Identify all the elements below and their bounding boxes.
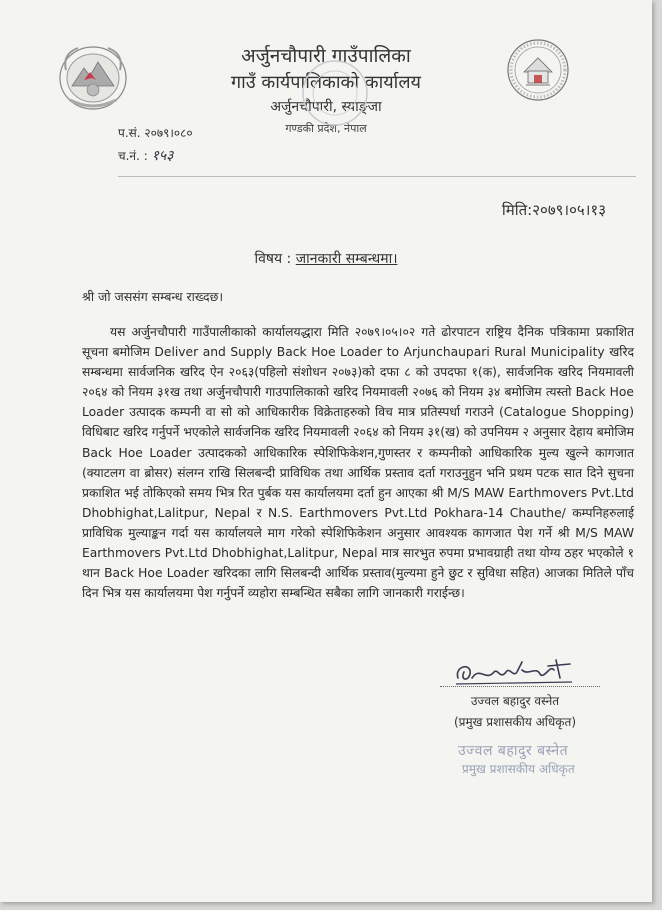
letter-subject [0,249,652,268]
signature-line [440,686,600,687]
signatory-title: (प्रमुख प्रशासकीय अधिकृत) [453,715,577,729]
handwritten-signature-icon [452,656,582,690]
signatory-name: उज्वल बहादुर वस्नेत [470,694,560,708]
office-location: अर्जुनचौपारी, स्याङ्जा [270,99,382,115]
stamp-title: प्रमुख प्रशासकीय अधिकृत [462,762,575,776]
office-name: गाउँ कार्यपालिकाको कार्यालय [231,72,421,93]
stamp-name: उज्वल बहादुर बस्नेत [458,743,569,759]
letter-date: मिति:२०७९।०५।१३ [501,201,606,219]
letter-body: यस अर्जुनचौपारी गाउँपालीकाको कार्यालयद्धारा मिति २०७९।०५।०२ गते ढोरपाटन राष्ट्रिय दैनिक पत्रिकामा प्रकाशित सूचना बमोजिम Deliver and Supply Back Hoe Loader to Arjunchaupari Rural Municipality खरिद सम्बन्धमा सार्वजनिक खरिद ऐन २०६३(पहिलो संशोधन २०७३)को दफा ८ को उपदफा १(क), सार्वजनिक खरिद नियमावली २०६४ को नियम ३१ख तथा अर्जुनचौपारी गाउपालिकाको खरिद नियमावली २०७६ को नियम ३४ बमोजिम त्यस्तो Back Hoe Loader उत्पादक कम्पनी वा सो को आधिकारीक विक्रेताहरुको विच मात्र प्रतिस्पर्धा गराउने (Catalogue Shopping) विधिबाट खरिद गर्नुपर्ने भएकोले सार्वजनिक खरिद नियमावली २०६४ को नियम ३१(ख) को उपनियम २ अनुसार देहाय बमोजिम Back Hoe Loader उत्पादकको आधिकारिक स्पेशिफिकेशन,गुणस्तर र कम्पनीको आधिकारिक मुल्य खुल्ने कागजात (क्याटलग वा ब्रोसर) संलग्न राखि सिलबन्दी प्राविधिक तथा आर्थिक प्रस्ताव दर्ता गराउनुहुन भनि प्रथम पटक सात दिने सुचना प्रकाशित भई तोकिएको समय भित्र रित पुर्बक यस कार्यालयमा दर्ता हुन आएका श्री M/S MAW Earthmovers Pvt.Ltd Dhobhighat,Lalitpur, Nepal र N.S. Earthmovers Pvt.Ltd Pokhara-14 Chauthe/ कम्पनिहरुलाई प्राविधिक मुल्याङ्कन गर्दा यस कार्यालयले माग गरेको स्पेशिफिकेशन अनुसार आवश्यक कागजात पेश गर्ने श्री M/S MAW Earthmovers Pvt.Ltd Dhobhighat,Lalitpur, Nepal मात्र सारभुत रुपमा प्रभावग्राही तथा योग्य ठहर भएकोले १ थान Back Hoe Loader खरिदका लागि सिलबन्दी आर्थिक प्रस्ताव(मुल्यमा हुने छुट र सुविधा सहित) आजका मितिले पाँच दिन भित्र यस कार्यालयमा पेश गर्नुपर्ने व्यहोरा सम्बन्धित सबैका लागि जानकारी गराईन्छ। [82,325,634,601]
office-seal-icon [300,58,370,128]
dispatch-number-value: १५३ [151,148,174,164]
dispatch-number [118,146,173,165]
dispatch-number-label: च.नं. : [118,149,148,163]
salutation: श्री जो जससंग सम्बन्ध राख्दछ। [82,289,224,304]
subject-label: विषय : [254,251,292,267]
org-name: अर्जुनचौपारी गाउँपालिका [241,45,411,67]
reference-number: प.सं. २०७९।०८० [118,126,193,140]
office-province: गण्डकी प्रदेश, नेपाल [285,122,367,135]
subject-text: जानकारी सम्बन्धमा। [295,251,398,267]
header-divider [118,176,636,177]
